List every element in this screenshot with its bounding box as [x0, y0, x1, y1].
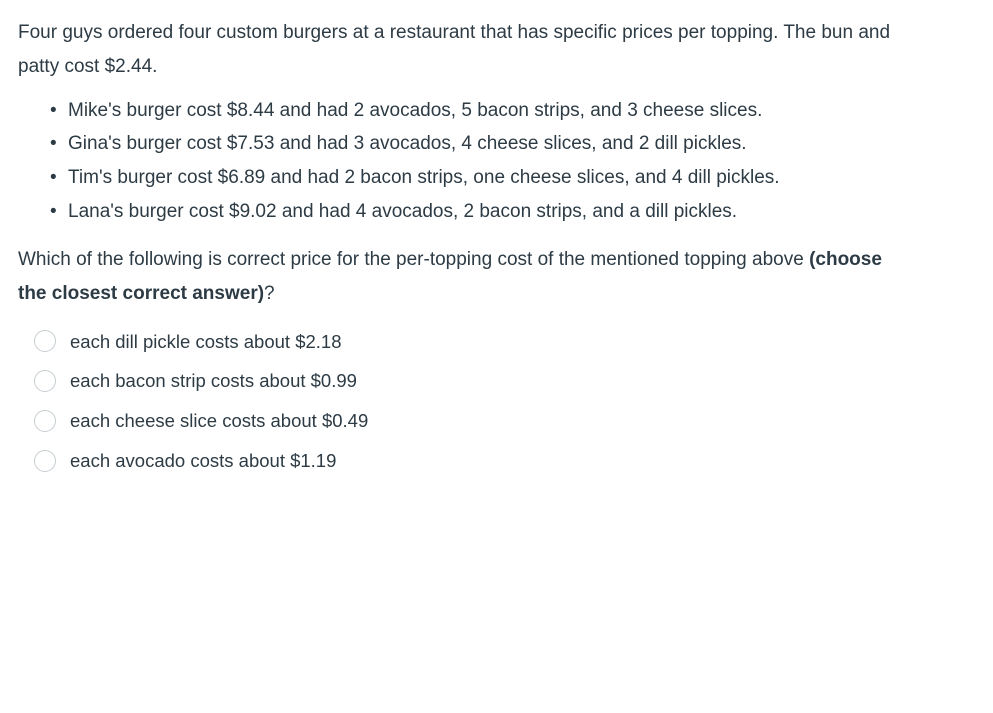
answer-option-label: each dill pickle costs about $2.18 [70, 330, 342, 352]
question-intro: Four guys ordered four custom burgers at a restaurant that has specific prices per topping. The bun and patty cost $2.44. [18, 22, 891, 77]
prompt-text-part2: ? [264, 282, 275, 304]
radio-button-icon[interactable] [34, 370, 56, 392]
list-item: • Mike's burger cost $8.44 and had 2 avocados, 5 bacon strips, and 3 cheese slices. [68, 94, 923, 128]
answer-option-4[interactable] [18, 448, 973, 474]
answer-option-label: each cheese slice costs about $0.49 [70, 410, 369, 432]
answer-option-2[interactable] [18, 368, 973, 394]
radio-button-icon[interactable] [34, 330, 56, 352]
answer-options [18, 329, 973, 475]
answer-option-label: each bacon strip costs about $0.99 [70, 370, 357, 392]
answer-option-1[interactable] [18, 329, 973, 355]
list-item: • Gina's burger cost $7.53 and had 3 avocados, 4 cheese slices, and 2 dill pickles. [68, 127, 923, 161]
radio-button-icon[interactable] [34, 410, 56, 432]
list-item: • Lana's burger cost $9.02 and had 4 avocados, 2 bacon strips, and a dill pickles. [68, 195, 923, 229]
prompt-text-part1: Which of the following is correct price for the per-topping cost of the mentioned topping above [18, 248, 810, 270]
question-prompt [18, 243, 898, 311]
radio-button-icon[interactable] [34, 450, 56, 472]
list-item: • Tim's burger cost $6.89 and had 2 bacon strips, one cheese slices, and 4 dill pickles. [68, 161, 923, 195]
burger-details-list [18, 94, 973, 229]
answer-option-label: each avocado costs about $1.19 [70, 450, 337, 472]
prompt-text-bold: (choose the closest correct answer) [18, 248, 882, 304]
answer-option-3[interactable] [18, 408, 973, 434]
